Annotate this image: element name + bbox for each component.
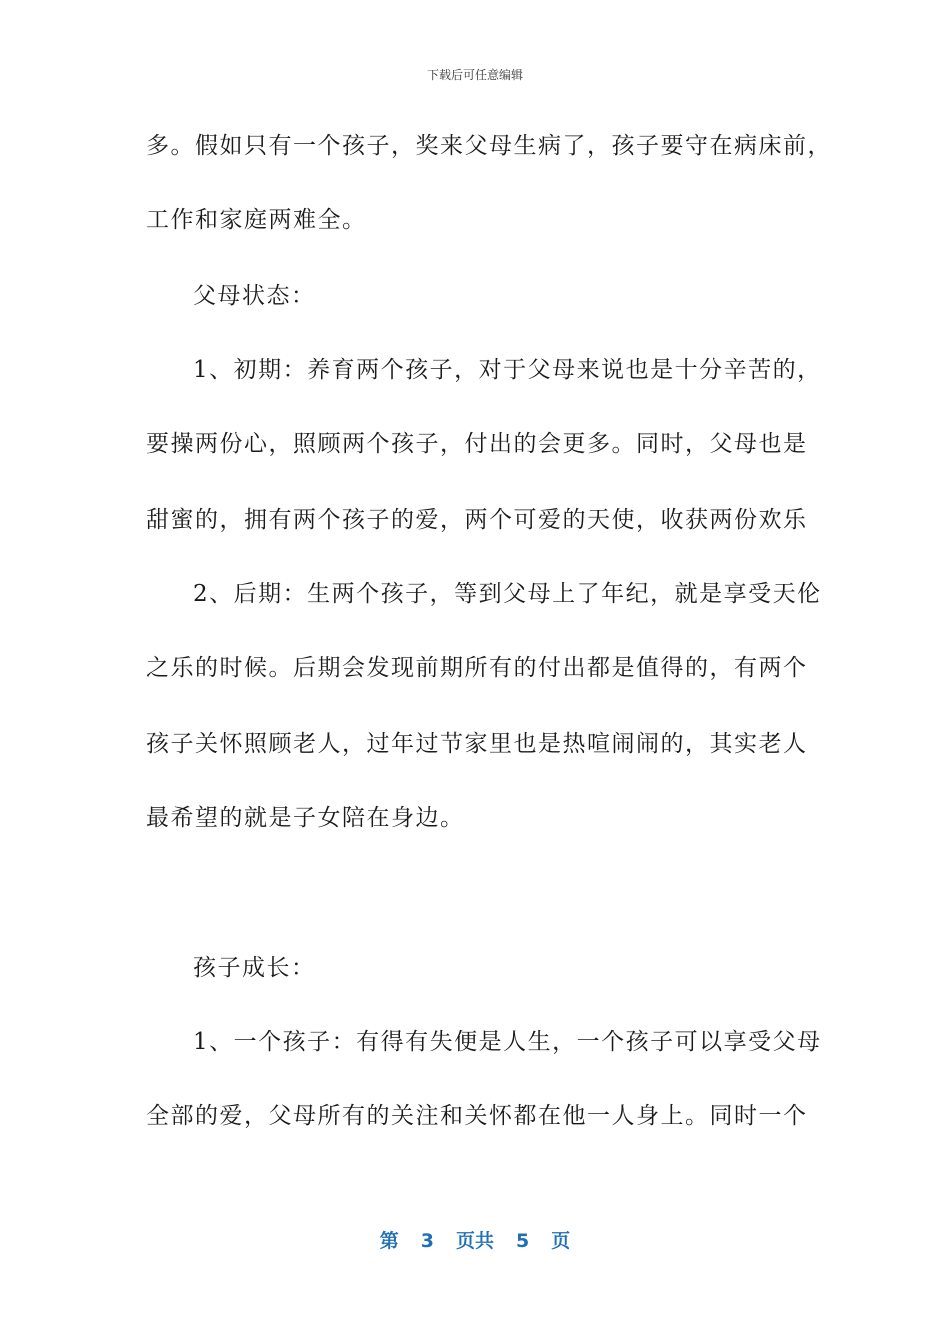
footer-prefix: 第 — [379, 1230, 399, 1252]
body-line-8: 之乐的时候。后期会发现前期所有的付出都是值得的，有两个 — [146, 655, 808, 681]
footer-current-page: 3 — [420, 1230, 434, 1252]
footer-middle: 页共 — [455, 1230, 494, 1252]
body-line-1: 多。假如只有一个孩子，奖来父母生病了，孩子要守在病床前， — [146, 133, 832, 159]
footer-suffix: 页 — [551, 1230, 571, 1252]
body-line-2: 工作和家庭两难全。 — [146, 207, 367, 233]
body-line-7: 2、后期：生两个孩子，等到父母上了年纪，就是享受天伦 — [193, 581, 822, 607]
body-line-5: 要操两份心，照顾两个孩子，付出的会更多。同时，父母也是 — [146, 431, 808, 457]
section-heading-child-growth: 孩子成长： — [193, 955, 316, 981]
body-line-10: 最希望的就是子女陪在身边。 — [146, 805, 465, 831]
section-heading-parent-status: 父母状态： — [193, 283, 316, 309]
footer-total-pages: 5 — [516, 1230, 530, 1252]
body-line-12: 1、一个孩子：有得有失便是人生，一个孩子可以享受父母 — [193, 1029, 822, 1055]
body-line-6: 甜蜜的，拥有两个孩子的爱，两个可爱的天使，收获两份欢乐 — [146, 507, 808, 533]
page-footer — [0, 1226, 950, 1253]
body-line-9: 孩子关怀照顾老人，过年过节家里也是热喧闹闹的，其实老人 — [146, 731, 808, 757]
body-line-13: 全部的爱，父母所有的关注和关怀都在他一人身上。同时一个 — [146, 1103, 808, 1129]
header-note: 下载后可任意编辑 — [426, 68, 523, 82]
body-line-4: 1、初期：养育两个孩子，对于父母来说也是十分辛苦的， — [193, 357, 822, 383]
